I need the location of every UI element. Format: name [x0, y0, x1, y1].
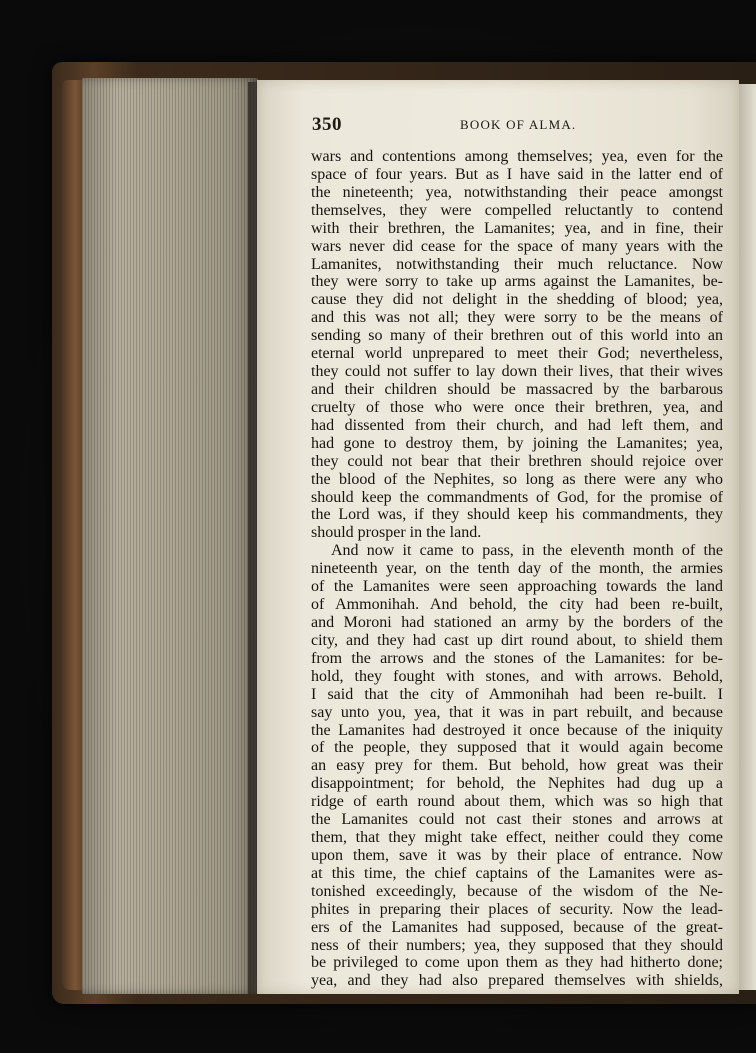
text-line: the Lamanites could not cast their stones and arrows at	[311, 811, 723, 829]
paragraph-start-line: And now it came to pass, in the eleventh month of the	[331, 542, 723, 560]
text-line: hold, they fought with stones, and with arrows. Behold,	[311, 667, 723, 685]
text-line: say unto you, yea, that it was in part rebuilt, and because	[311, 703, 723, 721]
page-header: BOOK OF ALMA.	[460, 117, 577, 132]
text-line: had dissented from their church, and had left them, and	[311, 416, 723, 434]
text-line: space of four years. But as I have said in the latter end of	[311, 165, 723, 183]
text-line: I said that the city of Ammonihah had been re-built. I	[311, 685, 723, 703]
text-line: city, and they had cast up dirt round about, to shield them	[311, 631, 723, 649]
text-line: of the Lamanites were seen approaching towards the land	[311, 578, 723, 596]
text-line: at this time, the chief captains of the Lamanites were as-	[311, 864, 723, 882]
text-line: of the people, they supposed that it would again become	[311, 739, 723, 757]
text-line: themselves, they were compelled reluctantly to contend	[311, 201, 723, 219]
text-line: the Lord was, if they should keep his commandments, they	[311, 506, 723, 524]
page-number: 350	[312, 114, 342, 135]
text-line: phites in preparing their places of security. Now the lead-	[311, 900, 723, 918]
cover-edge	[62, 80, 84, 990]
text-line: had gone to destroy them, by joining the Lamanites; yea,	[311, 434, 723, 452]
text-line: upon them, save it was by their place of entrance. Now	[311, 846, 723, 864]
text-line: ers of the Lamanites had supposed, because of the great-	[311, 918, 723, 936]
paragraph-end-line: should prosper in the land.	[311, 524, 482, 542]
text-line: yea, and they had also prepared themselves with shields,	[311, 972, 723, 990]
text-line: the blood of the Nephites, so long as there were any who	[311, 470, 723, 488]
text-line: and Moroni had stationed an army by the borders of the	[311, 613, 723, 631]
text-line: eternal world unprepared to meet their God; nevertheless,	[311, 345, 723, 363]
text-line: from the arrows and the stones of the Lamanites: for be-	[311, 649, 723, 667]
text-line: and this was not all; they were sorry to be the means of	[311, 309, 723, 327]
text-line: the Lamanites had destroyed it once because of the iniquity	[311, 721, 723, 739]
text-line: the nineteenth; yea, notwithstanding their peace amongst	[311, 183, 723, 201]
text-line: with their brethren, the Lamanites; yea, and in fine, their	[311, 219, 723, 237]
text-line: tonished exceedingly, because of the wisdom of the Ne-	[311, 882, 723, 900]
body-text	[311, 148, 723, 988]
next-page-edge	[739, 84, 756, 990]
text-line: they could not suffer to lay down their lives, that their wives	[311, 363, 723, 381]
text-line: Lamanites, notwithstanding their much reluctance. Now	[311, 255, 723, 273]
text-line: disappointment; for behold, the Nephites had dug up a	[311, 775, 723, 793]
text-line: them, that they might take effect, neither could they come	[311, 829, 723, 847]
text-line: ridge of earth round about them, which was so high that	[311, 793, 723, 811]
text-line: ness of their numbers; yea, they supposed that they should	[311, 936, 723, 954]
text-line: sending so many of their brethren out of this world into an	[311, 327, 723, 345]
text-line: they were sorry to take up arms against the Lamanites, be-	[311, 273, 723, 291]
text-line: wars never did cease for the space of many years with the	[311, 237, 723, 255]
text-line: they could not bear that their brethren should rejoice over	[311, 452, 723, 470]
text-line: should keep the commandments of God, for the promise of	[311, 488, 723, 506]
text-line: cause they did not delight in the shedding of blood; yea,	[311, 291, 723, 309]
running-head	[312, 114, 722, 136]
text-line: of Ammonihah. And behold, the city had been re-built,	[311, 596, 723, 614]
text-line: an easy prey for them. But behold, how great was their	[311, 757, 723, 775]
page-edges-stack	[82, 78, 258, 994]
text-line: wars and contentions among themselves; yea, even for the	[311, 148, 723, 165]
text-line: cruelty of those who were once their brethren, yea, and	[311, 398, 723, 416]
text-line: nineteenth year, on the tenth day of the month, the armies	[311, 560, 723, 578]
text-line: be privileged to come upon them as they had hitherto done;	[311, 954, 723, 972]
text-line: and their children should be massacred by the barbarous	[311, 380, 723, 398]
